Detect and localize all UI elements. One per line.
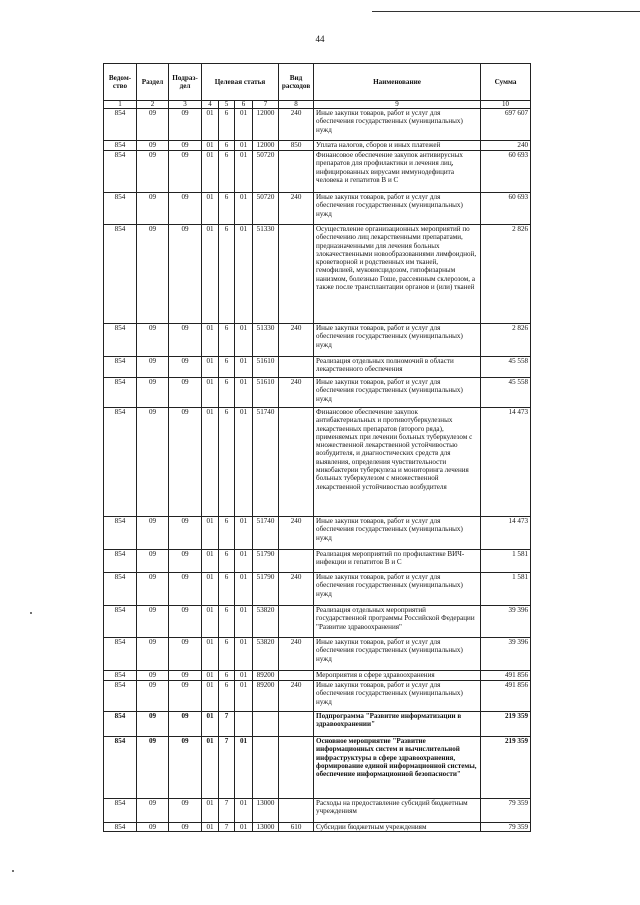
column-number: 5 bbox=[219, 101, 235, 109]
cell-podrazdel: 09 bbox=[169, 550, 202, 573]
cell-vedomstvo: 854 bbox=[104, 109, 137, 141]
cell-direction: 89200 bbox=[253, 671, 279, 681]
cell-summa: 79 359 bbox=[481, 799, 531, 823]
cell-naimenovanie: Финансовое обеспечение закупок антибактериальных и противотуберкулезных лекарственных препаратов (второго ряда), применяемых при лечении больных туберкулезом с множественной лекарственной устойчивостью возбудителя, и диагностических средств для выявления, определения чувствительности микобактерии туберкулеза и мониторинга лечения больных туберкулезом с множественной лекарственной устойчивостью возбудителя bbox=[314, 408, 481, 517]
cell-direction: 89200 bbox=[253, 681, 279, 712]
cell-summa: 219 359 bbox=[481, 712, 531, 737]
cell-direction: 13000 bbox=[253, 823, 279, 832]
cell-subprogram: 6 bbox=[219, 550, 235, 573]
cell-naimenovanie: Иные закупки товаров, работ и услуг для обеспечения государственных (муниципальных) нужд bbox=[314, 193, 481, 225]
cell-razdel: 09 bbox=[137, 378, 169, 408]
cell-razdel: 09 bbox=[137, 193, 169, 225]
cell-main-measure: 01 bbox=[235, 109, 253, 141]
cell-razdel: 09 bbox=[137, 681, 169, 712]
cell-program: 01 bbox=[202, 141, 219, 151]
cell-subprogram: 6 bbox=[219, 517, 235, 550]
table-row bbox=[104, 550, 531, 573]
cell-main-measure: 01 bbox=[235, 799, 253, 823]
cell-razdel: 09 bbox=[137, 712, 169, 737]
cell-vedomstvo: 854 bbox=[104, 408, 137, 517]
cell-vid-rashodov: 850 bbox=[279, 141, 314, 151]
cell-summa: 39 396 bbox=[481, 606, 531, 638]
cell-summa: 14 473 bbox=[481, 517, 531, 550]
cell-main-measure: 01 bbox=[235, 681, 253, 712]
cell-vid-rashodov bbox=[279, 712, 314, 737]
cell-program: 01 bbox=[202, 606, 219, 638]
cell-naimenovanie: Реализация отдельных мероприятий государственной программы Российской Федерации "Развитие здравоохранения" bbox=[314, 606, 481, 638]
cell-subprogram: 6 bbox=[219, 638, 235, 671]
cell-summa: 1 581 bbox=[481, 550, 531, 573]
header-naimenovanie: Наименование bbox=[314, 64, 481, 101]
cell-direction: 50720 bbox=[253, 151, 279, 193]
cell-podrazdel: 09 bbox=[169, 638, 202, 671]
cell-naimenovanie: Осуществление организационных мероприятий по обеспечению лиц лекарственными препаратами, предназначенными для лечения больных злокачественными новообразованиями лимфоидной, кроветворной и родственных им тканей, гемофилией, муковисцидозом, гипофизарным нанизмом, болезнью Гоше, рассеянным склерозом, а также после трансплантации органов и (или) тканей bbox=[314, 225, 481, 324]
cell-subprogram: 6 bbox=[219, 573, 235, 606]
cell-summa: 14 473 bbox=[481, 408, 531, 517]
cell-vedomstvo: 854 bbox=[104, 193, 137, 225]
table-row bbox=[104, 141, 531, 151]
cell-summa: 697 607 bbox=[481, 109, 531, 141]
column-number: 4 bbox=[202, 101, 219, 109]
cell-summa: 491 856 bbox=[481, 681, 531, 712]
column-number: 6 bbox=[235, 101, 253, 109]
cell-naimenovanie: Иные закупки товаров, работ и услуг для обеспечения государственных (муниципальных) нужд bbox=[314, 378, 481, 408]
cell-subprogram: 6 bbox=[219, 193, 235, 225]
cell-subprogram: 6 bbox=[219, 324, 235, 357]
cell-main-measure: 01 bbox=[235, 671, 253, 681]
cell-direction: 51740 bbox=[253, 517, 279, 550]
cell-program: 01 bbox=[202, 378, 219, 408]
table-row bbox=[104, 799, 531, 823]
cell-direction: 53820 bbox=[253, 638, 279, 671]
cell-vid-rashodov bbox=[279, 799, 314, 823]
cell-razdel: 09 bbox=[137, 109, 169, 141]
cell-vid-rashodov: 240 bbox=[279, 573, 314, 606]
cell-direction: 12000 bbox=[253, 141, 279, 151]
cell-main-measure: 01 bbox=[235, 408, 253, 517]
cell-naimenovanie: Основное мероприятие "Развитие информационных систем и вычислительной инфраструктуры в сфере здравоохранения, формирование единой информационной системы, обеспечение информационной безопасности" bbox=[314, 737, 481, 799]
budget-table bbox=[103, 63, 531, 832]
cell-summa: 39 396 bbox=[481, 638, 531, 671]
cell-razdel: 09 bbox=[137, 225, 169, 324]
cell-subprogram: 6 bbox=[219, 681, 235, 712]
cell-summa: 60 693 bbox=[481, 193, 531, 225]
cell-summa: 2 826 bbox=[481, 225, 531, 324]
cell-main-measure: 01 bbox=[235, 823, 253, 832]
cell-program: 01 bbox=[202, 225, 219, 324]
cell-summa: 60 693 bbox=[481, 151, 531, 193]
cell-podrazdel: 09 bbox=[169, 517, 202, 550]
cell-program: 01 bbox=[202, 408, 219, 517]
table-row bbox=[104, 357, 531, 378]
cell-main-measure: 01 bbox=[235, 151, 253, 193]
cell-subprogram: 6 bbox=[219, 671, 235, 681]
cell-summa: 1 581 bbox=[481, 573, 531, 606]
cell-summa: 2 826 bbox=[481, 324, 531, 357]
column-number: 7 bbox=[253, 101, 279, 109]
header-summa: Сумма bbox=[481, 64, 531, 101]
cell-razdel: 09 bbox=[137, 737, 169, 799]
cell-program: 01 bbox=[202, 823, 219, 832]
cell-summa: 240 bbox=[481, 141, 531, 151]
cell-program: 01 bbox=[202, 324, 219, 357]
cell-vid-rashodov: 240 bbox=[279, 324, 314, 357]
cell-program: 01 bbox=[202, 573, 219, 606]
cell-vid-rashodov bbox=[279, 225, 314, 324]
cell-subprogram: 6 bbox=[219, 151, 235, 193]
table-row bbox=[104, 606, 531, 638]
cell-podrazdel: 09 bbox=[169, 141, 202, 151]
table-row bbox=[104, 671, 531, 681]
cell-summa: 79 359 bbox=[481, 823, 531, 832]
cell-main-measure: 01 bbox=[235, 517, 253, 550]
cell-vedomstvo: 854 bbox=[104, 141, 137, 151]
cell-subprogram: 7 bbox=[219, 799, 235, 823]
cell-vedomstvo: 854 bbox=[104, 712, 137, 737]
cell-vid-rashodov: 240 bbox=[279, 193, 314, 225]
cell-podrazdel: 09 bbox=[169, 671, 202, 681]
cell-podrazdel: 09 bbox=[169, 681, 202, 712]
column-number: 10 bbox=[481, 101, 531, 109]
table-row bbox=[104, 193, 531, 225]
column-number: 8 bbox=[279, 101, 314, 109]
cell-vid-rashodov bbox=[279, 550, 314, 573]
cell-podrazdel: 09 bbox=[169, 799, 202, 823]
cell-subprogram: 7 bbox=[219, 737, 235, 799]
cell-naimenovanie: Иные закупки товаров, работ и услуг для обеспечения государственных (муниципальных) нужд bbox=[314, 517, 481, 550]
cell-vid-rashodov: 240 bbox=[279, 517, 314, 550]
cell-direction bbox=[253, 712, 279, 737]
cell-program: 01 bbox=[202, 681, 219, 712]
cell-naimenovanie: Иные закупки товаров, работ и услуг для обеспечения государственных (муниципальных) нужд bbox=[314, 638, 481, 671]
cell-vid-rashodov bbox=[279, 357, 314, 378]
cell-naimenovanie: Иные закупки товаров, работ и услуг для обеспечения государственных (муниципальных) нужд bbox=[314, 324, 481, 357]
cell-subprogram: 6 bbox=[219, 357, 235, 378]
cell-direction: 51330 bbox=[253, 225, 279, 324]
cell-program: 01 bbox=[202, 671, 219, 681]
cell-direction: 53820 bbox=[253, 606, 279, 638]
cell-razdel: 09 bbox=[137, 671, 169, 681]
cell-direction: 51740 bbox=[253, 408, 279, 517]
cell-razdel: 09 bbox=[137, 324, 169, 357]
cell-naimenovanie: Иные закупки товаров, работ и услуг для обеспечения государственных (муниципальных) нужд bbox=[314, 681, 481, 712]
cell-podrazdel: 09 bbox=[169, 573, 202, 606]
cell-subprogram: 6 bbox=[219, 141, 235, 151]
cell-naimenovanie: Мероприятия в сфере здравоохранения bbox=[314, 671, 481, 681]
cell-summa: 45 558 bbox=[481, 378, 531, 408]
cell-vedomstvo: 854 bbox=[104, 573, 137, 606]
cell-podrazdel: 09 bbox=[169, 357, 202, 378]
cell-podrazdel: 09 bbox=[169, 378, 202, 408]
cell-vid-rashodov: 610 bbox=[279, 823, 314, 832]
cell-summa: 491 856 bbox=[481, 671, 531, 681]
cell-vedomstvo: 854 bbox=[104, 799, 137, 823]
table-row bbox=[104, 378, 531, 408]
cell-razdel: 09 bbox=[137, 799, 169, 823]
cell-naimenovanie: Субсидии бюджетным учреждениям bbox=[314, 823, 481, 832]
cell-vedomstvo: 854 bbox=[104, 681, 137, 712]
header-podrazdel: Подраз-дел bbox=[169, 64, 202, 101]
cell-vedomstvo: 854 bbox=[104, 737, 137, 799]
cell-program: 01 bbox=[202, 737, 219, 799]
cell-vid-rashodov: 240 bbox=[279, 681, 314, 712]
cell-main-measure: 01 bbox=[235, 193, 253, 225]
cell-vid-rashodov bbox=[279, 151, 314, 193]
cell-direction: 13000 bbox=[253, 799, 279, 823]
cell-podrazdel: 09 bbox=[169, 225, 202, 324]
cell-main-measure: 01 bbox=[235, 573, 253, 606]
cell-subprogram: 6 bbox=[219, 408, 235, 517]
cell-podrazdel: 09 bbox=[169, 408, 202, 517]
cell-main-measure bbox=[235, 712, 253, 737]
cell-razdel: 09 bbox=[137, 573, 169, 606]
cell-naimenovanie: Уплата налогов, сборов и иных платежей bbox=[314, 141, 481, 151]
cell-program: 01 bbox=[202, 517, 219, 550]
table-row bbox=[104, 109, 531, 141]
cell-direction: 12000 bbox=[253, 109, 279, 141]
cell-vedomstvo: 854 bbox=[104, 151, 137, 193]
scan-speck bbox=[30, 612, 32, 614]
table-row bbox=[104, 638, 531, 671]
cell-razdel: 09 bbox=[137, 408, 169, 517]
cell-razdel: 09 bbox=[137, 141, 169, 151]
cell-vedomstvo: 854 bbox=[104, 324, 137, 357]
cell-program: 01 bbox=[202, 357, 219, 378]
cell-program: 01 bbox=[202, 193, 219, 225]
cell-vedomstvo: 854 bbox=[104, 357, 137, 378]
cell-direction bbox=[253, 737, 279, 799]
cell-subprogram: 6 bbox=[219, 225, 235, 324]
cell-podrazdel: 09 bbox=[169, 324, 202, 357]
cell-subprogram: 6 bbox=[219, 606, 235, 638]
cell-razdel: 09 bbox=[137, 550, 169, 573]
cell-vid-rashodov bbox=[279, 408, 314, 517]
cell-vedomstvo: 854 bbox=[104, 638, 137, 671]
cell-summa: 45 558 bbox=[481, 357, 531, 378]
cell-program: 01 bbox=[202, 712, 219, 737]
cell-podrazdel: 09 bbox=[169, 737, 202, 799]
table-row bbox=[104, 823, 531, 832]
cell-program: 01 bbox=[202, 638, 219, 671]
cell-podrazdel: 09 bbox=[169, 712, 202, 737]
cell-naimenovanie: Реализация мероприятий по профилактике ВИЧ-инфекции и гепатитов В и С bbox=[314, 550, 481, 573]
column-number: 2 bbox=[137, 101, 169, 109]
cell-naimenovanie: Финансовое обеспечение закупок антивирусных препаратов для профилактики и лечения лиц, инфицированных вирусами иммунодефицита человека и гепатитов В и С bbox=[314, 151, 481, 193]
cell-main-measure: 01 bbox=[235, 606, 253, 638]
table-row bbox=[104, 408, 531, 517]
header-row bbox=[104, 64, 531, 101]
cell-podrazdel: 09 bbox=[169, 823, 202, 832]
cell-podrazdel: 09 bbox=[169, 151, 202, 193]
cell-razdel: 09 bbox=[137, 823, 169, 832]
cell-naimenovanie: Расходы на предоставление субсидий бюджетным учреждениям bbox=[314, 799, 481, 823]
cell-program: 01 bbox=[202, 799, 219, 823]
cell-podrazdel: 09 bbox=[169, 606, 202, 638]
cell-vedomstvo: 854 bbox=[104, 671, 137, 681]
cell-vedomstvo: 854 bbox=[104, 606, 137, 638]
cell-vedomstvo: 854 bbox=[104, 823, 137, 832]
cell-main-measure: 01 bbox=[235, 737, 253, 799]
column-number-row bbox=[104, 101, 531, 109]
cell-naimenovanie: Реализация отдельных полномочий в области лекарственного обеспечения bbox=[314, 357, 481, 378]
cell-vid-rashodov bbox=[279, 671, 314, 681]
cell-vid-rashodov bbox=[279, 737, 314, 799]
cell-main-measure: 01 bbox=[235, 141, 253, 151]
table-row bbox=[104, 737, 531, 799]
cell-direction: 50720 bbox=[253, 193, 279, 225]
cell-direction: 51790 bbox=[253, 573, 279, 606]
table-row bbox=[104, 324, 531, 357]
cell-vid-rashodov: 240 bbox=[279, 109, 314, 141]
table-row bbox=[104, 225, 531, 324]
cell-subprogram: 6 bbox=[219, 378, 235, 408]
cell-direction: 51610 bbox=[253, 378, 279, 408]
scan-speck bbox=[12, 870, 14, 872]
table-row bbox=[104, 712, 531, 737]
cell-vid-rashodov bbox=[279, 606, 314, 638]
cell-razdel: 09 bbox=[137, 151, 169, 193]
table-row bbox=[104, 151, 531, 193]
cell-direction: 51330 bbox=[253, 324, 279, 357]
cell-vedomstvo: 854 bbox=[104, 517, 137, 550]
cell-vedomstvo: 854 bbox=[104, 550, 137, 573]
cell-razdel: 09 bbox=[137, 606, 169, 638]
cell-vedomstvo: 854 bbox=[104, 378, 137, 408]
cell-direction: 51790 bbox=[253, 550, 279, 573]
cell-vedomstvo: 854 bbox=[104, 225, 137, 324]
header-razdel: Раздел bbox=[137, 64, 169, 101]
cell-naimenovanie: Иные закупки товаров, работ и услуг для обеспечения государственных (муниципальных) нужд bbox=[314, 109, 481, 141]
cell-vid-rashodov: 240 bbox=[279, 638, 314, 671]
cell-podrazdel: 09 bbox=[169, 193, 202, 225]
column-number: 3 bbox=[169, 101, 202, 109]
column-number: 9 bbox=[314, 101, 481, 109]
cell-main-measure: 01 bbox=[235, 638, 253, 671]
cell-vid-rashodov: 240 bbox=[279, 378, 314, 408]
cell-podrazdel: 09 bbox=[169, 109, 202, 141]
header-vedomstvo: Ведом-ство bbox=[104, 64, 137, 101]
cell-main-measure: 01 bbox=[235, 357, 253, 378]
cell-program: 01 bbox=[202, 550, 219, 573]
header-celevaya-statya: Целевая статья bbox=[202, 64, 279, 101]
cell-summa: 219 359 bbox=[481, 737, 531, 799]
cell-main-measure: 01 bbox=[235, 324, 253, 357]
cell-main-measure: 01 bbox=[235, 225, 253, 324]
cell-program: 01 bbox=[202, 109, 219, 141]
cell-subprogram: 6 bbox=[219, 109, 235, 141]
page-number: 44 bbox=[315, 34, 325, 44]
table-row bbox=[104, 681, 531, 712]
cell-direction: 51610 bbox=[253, 357, 279, 378]
cell-razdel: 09 bbox=[137, 517, 169, 550]
cell-main-measure: 01 bbox=[235, 550, 253, 573]
table-row bbox=[104, 573, 531, 606]
cell-razdel: 09 bbox=[137, 638, 169, 671]
cell-razdel: 09 bbox=[137, 357, 169, 378]
table-row bbox=[104, 517, 531, 550]
top-rule bbox=[372, 11, 640, 12]
cell-subprogram: 7 bbox=[219, 712, 235, 737]
header-vid-rashodov: Вид расходов bbox=[279, 64, 314, 101]
cell-program: 01 bbox=[202, 151, 219, 193]
column-number: 1 bbox=[104, 101, 137, 109]
cell-subprogram: 7 bbox=[219, 823, 235, 832]
cell-naimenovanie: Подпрограмма "Развитие информатизации в здравоохранении" bbox=[314, 712, 481, 737]
cell-naimenovanie: Иные закупки товаров, работ и услуг для обеспечения государственных (муниципальных) нужд bbox=[314, 573, 481, 606]
cell-main-measure: 01 bbox=[235, 378, 253, 408]
